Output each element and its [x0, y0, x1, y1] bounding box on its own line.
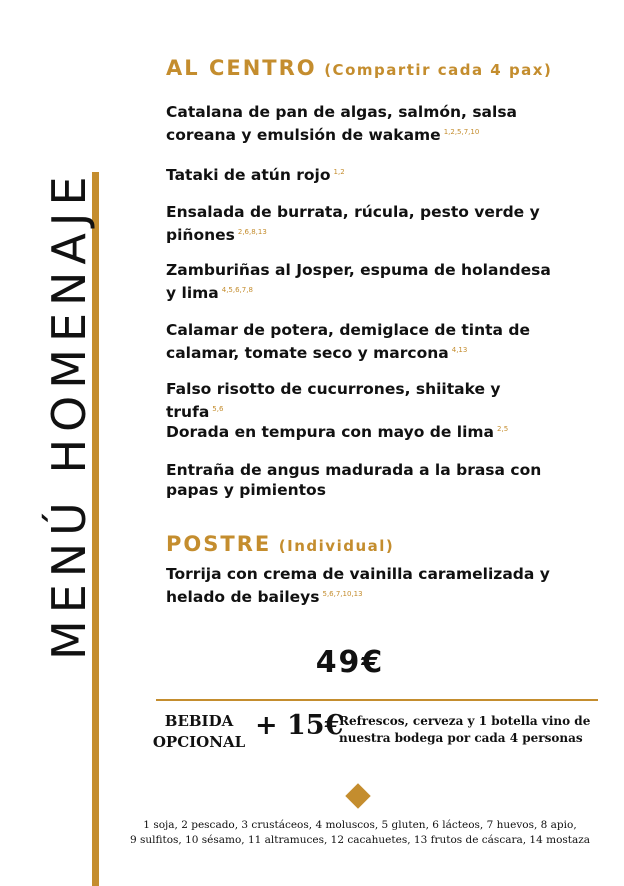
menu-item — [166, 102, 556, 145]
drink-description — [339, 713, 590, 747]
allergen-codes: 2,5 — [497, 425, 509, 433]
dessert-item — [166, 564, 556, 607]
allergen-codes: 4,13 — [451, 346, 468, 354]
drink-label-line1: BEBIDA — [164, 712, 234, 730]
menu-item-name: Ensalada de burrata, rúcula, pesto verde y piñones — [166, 203, 540, 244]
allergen-codes: 5,6 — [212, 405, 224, 413]
drink-desc-line2: nuestra bodega por cada 4 personas — [339, 731, 583, 745]
allergen-legend — [100, 818, 620, 848]
menu-item-name: Tataki de atún rojo — [166, 166, 331, 184]
menu-title: MENÚ HOMENAJE — [42, 169, 96, 660]
diamond-ornament-icon — [345, 783, 370, 808]
section-title-centro — [166, 56, 552, 80]
menu-item — [166, 419, 556, 442]
menu-item-name: Calamar de potera, demiglace de tinta de calamar, tomate seco y marcona — [166, 321, 530, 362]
menu-item-name: Catalana de pan de algas, salmón, salsa coreana y emulsión de wakame — [166, 103, 517, 144]
menu-item-name: Dorada en tempura con mayo de lima — [166, 423, 495, 441]
dessert-name: Torrija con crema de vainilla caramelizada y helado de baileys — [166, 565, 550, 606]
allergen-legend-line1: 1 soja, 2 pescado, 3 crustáceos, 4 moluscos, 5 gluten, 6 lácteos, 7 huevos, 8 apio, — [143, 819, 577, 831]
section-postre-title: POSTRE — [166, 532, 272, 556]
menu-item — [166, 460, 556, 500]
menu-item — [166, 162, 556, 185]
allergen-codes: 1,2,5,7,10 — [443, 128, 480, 136]
drink-option-label — [143, 711, 255, 753]
drink-price: + 15€ — [255, 710, 344, 741]
drink-desc-line1: Refrescos, cerveza y 1 botella vino de — [339, 714, 591, 728]
menu-item — [166, 202, 556, 245]
section-centro-subtitle: (Compartir cada 4 pax) — [324, 61, 553, 79]
menu-item — [166, 260, 556, 303]
allergen-codes: 5,6,7,10,13 — [322, 590, 363, 598]
menu-item-name: Entraña de angus madurada a la brasa con papas y pimientos — [166, 461, 542, 499]
section-centro-title: AL CENTRO — [166, 56, 317, 80]
section-title-postre — [166, 532, 394, 556]
section-postre-subtitle: (Individual) — [278, 537, 395, 555]
allergen-legend-line2: 9 sulfitos, 10 sésamo, 11 altramuces, 12 cacahuetes, 13 frutos de cáscara, 14 mostaza — [129, 834, 591, 846]
divider — [156, 699, 598, 701]
allergen-codes: 1,2 — [333, 168, 345, 176]
allergen-codes: 4,5,6,7,8 — [221, 286, 253, 294]
menu-price: 49€ — [315, 645, 385, 680]
menu-item-name: Zamburiñas al Josper, espuma de holandesa y lima — [166, 261, 551, 302]
menu-item — [166, 320, 556, 363]
menu-item-name: Falso risotto de cucurrones, shiitake y trufa — [166, 380, 501, 421]
allergen-codes: 2,6,8,13 — [237, 228, 267, 236]
drink-label-line2: OPCIONAL — [152, 733, 246, 751]
menu-item — [166, 379, 556, 422]
